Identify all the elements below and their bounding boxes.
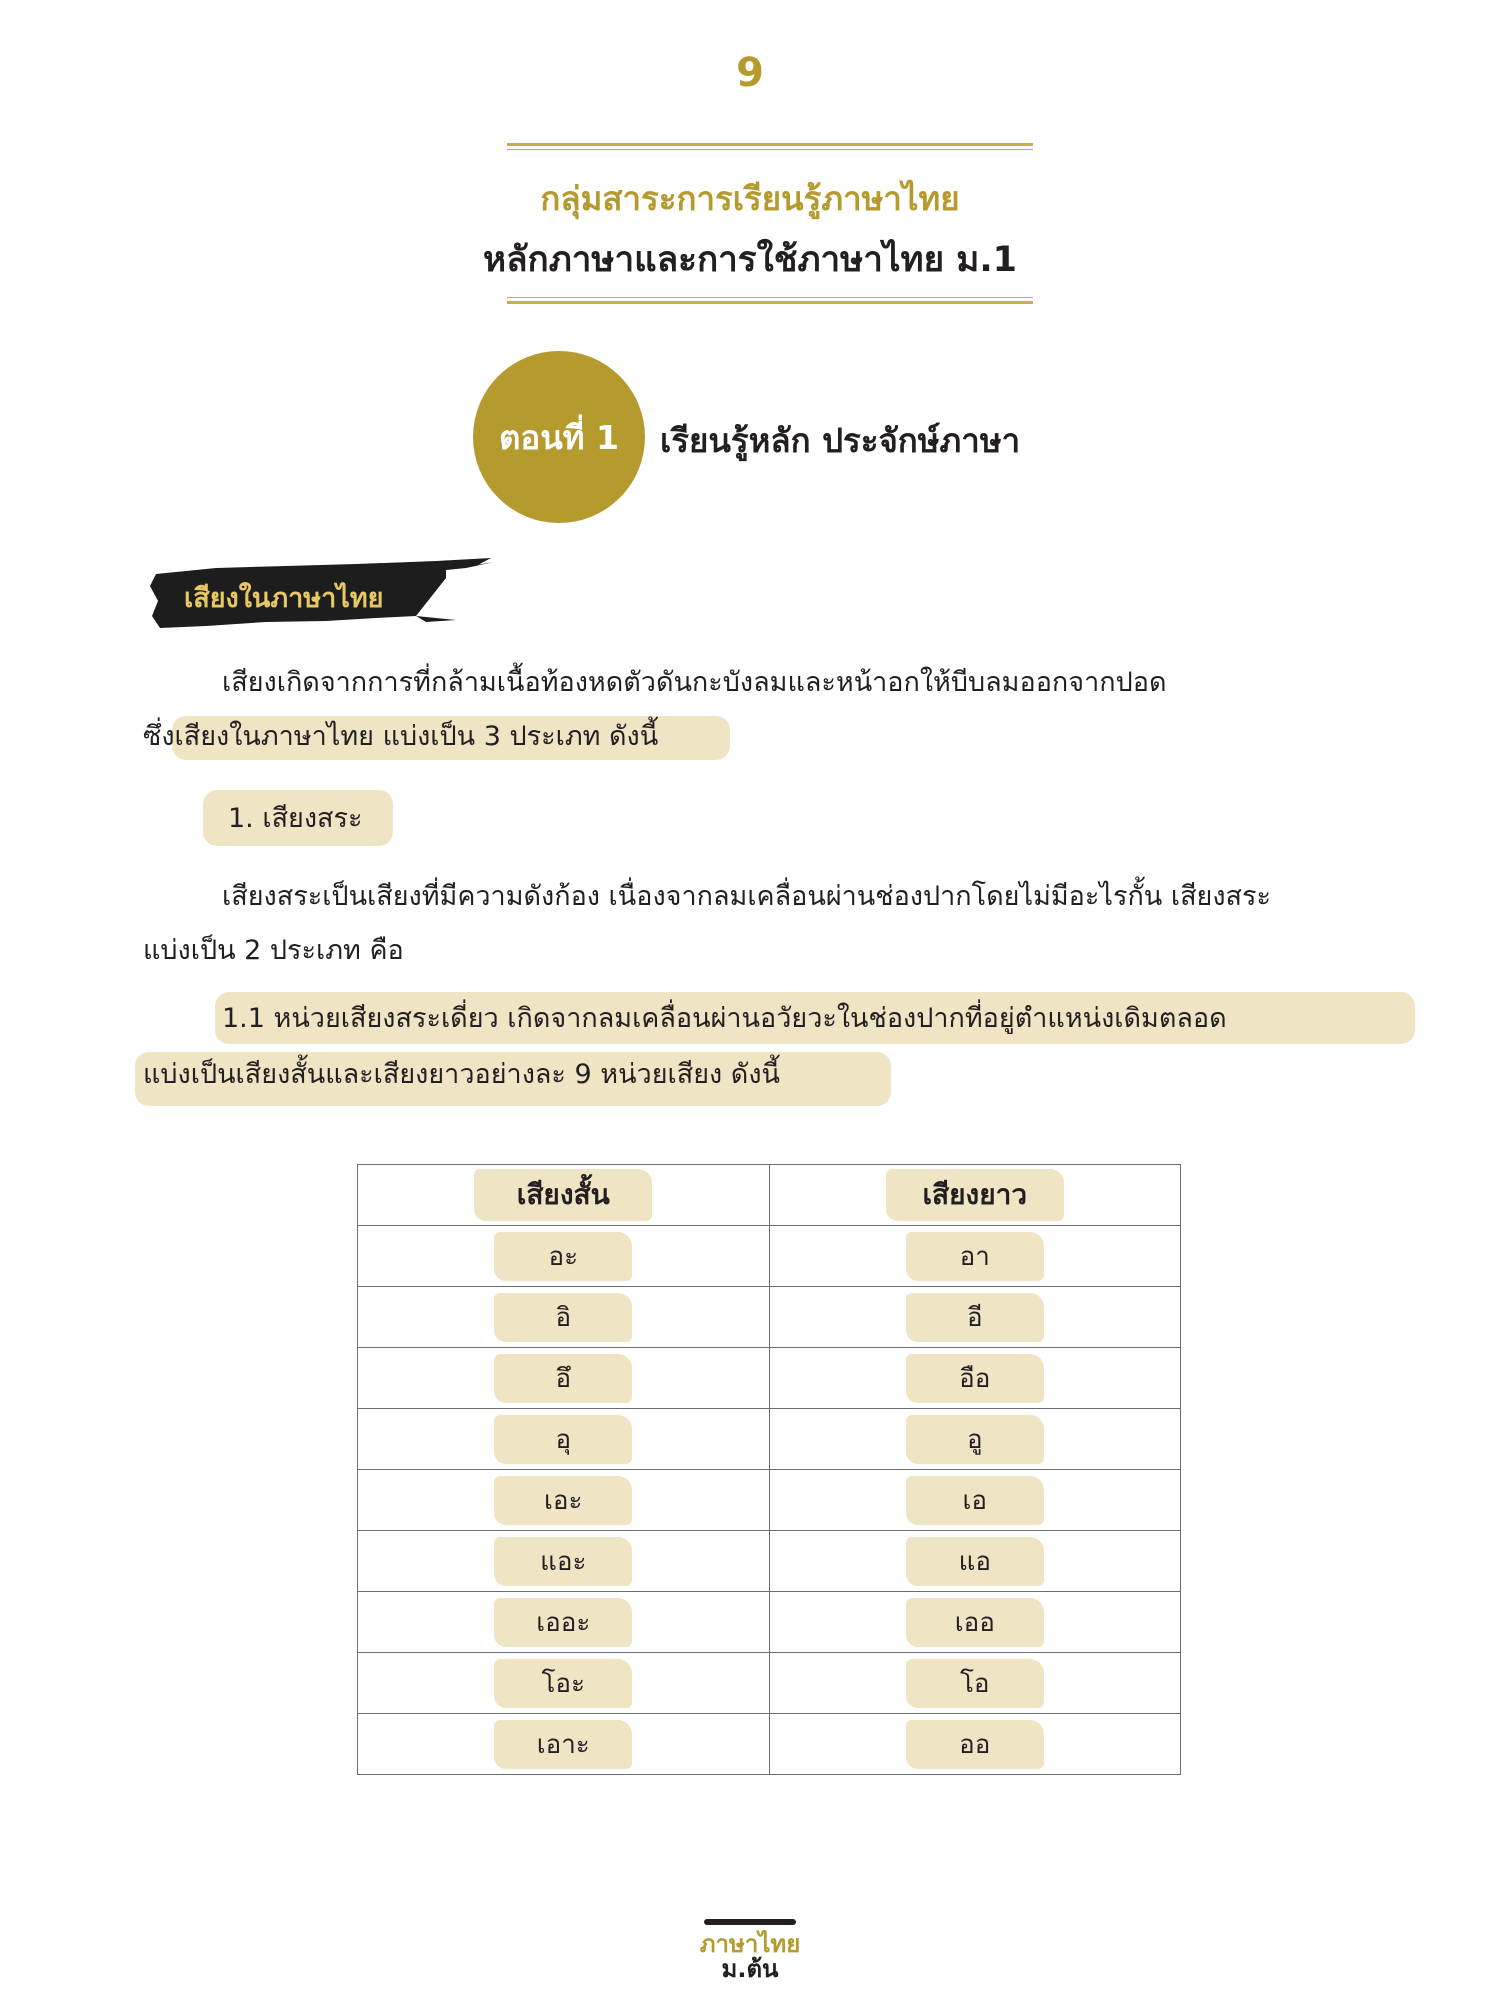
short-vowel: เอะ (494, 1476, 632, 1525)
header-bottom-rule-thin (507, 297, 1033, 298)
table-row (358, 1409, 1181, 1470)
table-row (358, 1470, 1181, 1531)
short-vowel: เอาะ (494, 1720, 632, 1769)
long-vowel-cell (769, 1470, 1181, 1531)
long-vowel: อี (906, 1293, 1044, 1342)
vowel-table (357, 1164, 1181, 1775)
footer-logo (0, 1912, 1500, 1981)
long-vowel-cell (769, 1714, 1181, 1775)
long-vowel: เออ (906, 1598, 1044, 1647)
short-vowel-cell (358, 1287, 770, 1348)
long-vowel: แอ (906, 1537, 1044, 1586)
item1-line-1: เสียงสระเป็นเสียงที่มีความดังก้อง เนื่องจากลมเคลื่อนผ่านช่องปากโดยไม่มีอะไรกั้น เสียงสระ (222, 881, 1272, 912)
long-vowel-cell (769, 1287, 1181, 1348)
short-vowel-cell (358, 1653, 770, 1714)
intro-line-2-highlight: เสียงในภาษาไทย แบ่งเป็น 3 ประเภท ดังนี้ (174, 721, 659, 752)
short-vowel: โอะ (494, 1659, 632, 1708)
table-header-short (358, 1165, 770, 1226)
table-row (358, 1287, 1181, 1348)
long-vowel: อือ (906, 1354, 1044, 1403)
table-row (358, 1592, 1181, 1653)
long-vowel-cell (769, 1531, 1181, 1592)
short-vowel: แอะ (494, 1537, 632, 1586)
section-title: เสียงในภาษาไทย (184, 583, 384, 614)
long-vowel-cell (769, 1653, 1181, 1714)
item1-1-line-2: แบ่งเป็นเสียงสั้นและเสียงยาวอย่างละ 9 หน่วยเสียง ดังนี้ (143, 1059, 780, 1090)
short-vowel: อุ (494, 1415, 632, 1464)
long-vowel: อู (906, 1415, 1044, 1464)
episode-title: เรียนรู้หลัก ประจักษ์ภาษา (660, 421, 1021, 460)
short-vowel-cell (358, 1348, 770, 1409)
long-vowel-cell (769, 1226, 1181, 1287)
table-row (358, 1348, 1181, 1409)
course-title: หลักภาษาและการใช้ภาษาไทย ม.1 (483, 240, 1017, 280)
section-banner (146, 556, 496, 636)
header-bottom-rule (507, 301, 1033, 304)
long-vowel: เอ (906, 1476, 1044, 1525)
long-vowel-cell (769, 1348, 1181, 1409)
short-vowel-cell (358, 1592, 770, 1653)
header-chip-short: เสียงสั้น (474, 1169, 652, 1221)
item1-line-2: แบ่งเป็น 2 ประเภท คือ (143, 935, 404, 966)
long-vowel: ออ (906, 1720, 1044, 1769)
table-header-row (358, 1165, 1181, 1226)
header-top-rule (507, 143, 1033, 146)
short-vowel: เออะ (494, 1598, 632, 1647)
footer-title: ภาษาไทย (699, 1930, 801, 1958)
intro-line-2 (143, 718, 658, 756)
short-vowel: อะ (494, 1232, 632, 1281)
table-row (358, 1653, 1181, 1714)
table-row (358, 1226, 1181, 1287)
page-number: 9 (736, 50, 764, 96)
logo-brush-strip (704, 1919, 796, 1925)
long-vowel: อา (906, 1232, 1044, 1281)
intro-line-2-prefix: ซึ่ง (143, 721, 175, 752)
short-vowel-cell (358, 1470, 770, 1531)
long-vowel-cell (769, 1409, 1181, 1470)
long-vowel: โอ (906, 1659, 1044, 1708)
table-row (358, 1531, 1181, 1592)
short-vowel-cell (358, 1409, 770, 1470)
header-top-rule-thin (507, 149, 1033, 150)
item1-1-line-1: 1.1 หน่วยเสียงสระเดี่ยว เกิดจากลมเคลื่อนผ่านอวัยวะในช่องปากที่อยู่ตำแหน่งเดิมตลอด (222, 1003, 1227, 1034)
short-vowel: อึ (494, 1354, 632, 1403)
short-vowel: อิ (494, 1293, 632, 1342)
item1-heading: 1. เสียงสระ (228, 803, 363, 834)
short-vowel-cell (358, 1714, 770, 1775)
episode-badge (473, 351, 645, 523)
intro-line-1: เสียงเกิดจากการที่กล้ามเนื้อท้องหดตัวดันกะบังลมและหน้าอกให้บีบลมออกจากปอด (222, 667, 1167, 698)
header-chip-long: เสียงยาว (886, 1169, 1064, 1221)
table-header-long (769, 1165, 1181, 1226)
short-vowel-cell (358, 1226, 770, 1287)
episode-label: ตอนที่ 1 (498, 417, 619, 457)
footer-subtitle: ม.ต้น (721, 1955, 779, 1983)
table-row (358, 1714, 1181, 1775)
short-vowel-cell (358, 1531, 770, 1592)
subject-title: กลุ่มสาระการเรียนรู้ภาษาไทย (540, 179, 960, 218)
long-vowel-cell (769, 1592, 1181, 1653)
